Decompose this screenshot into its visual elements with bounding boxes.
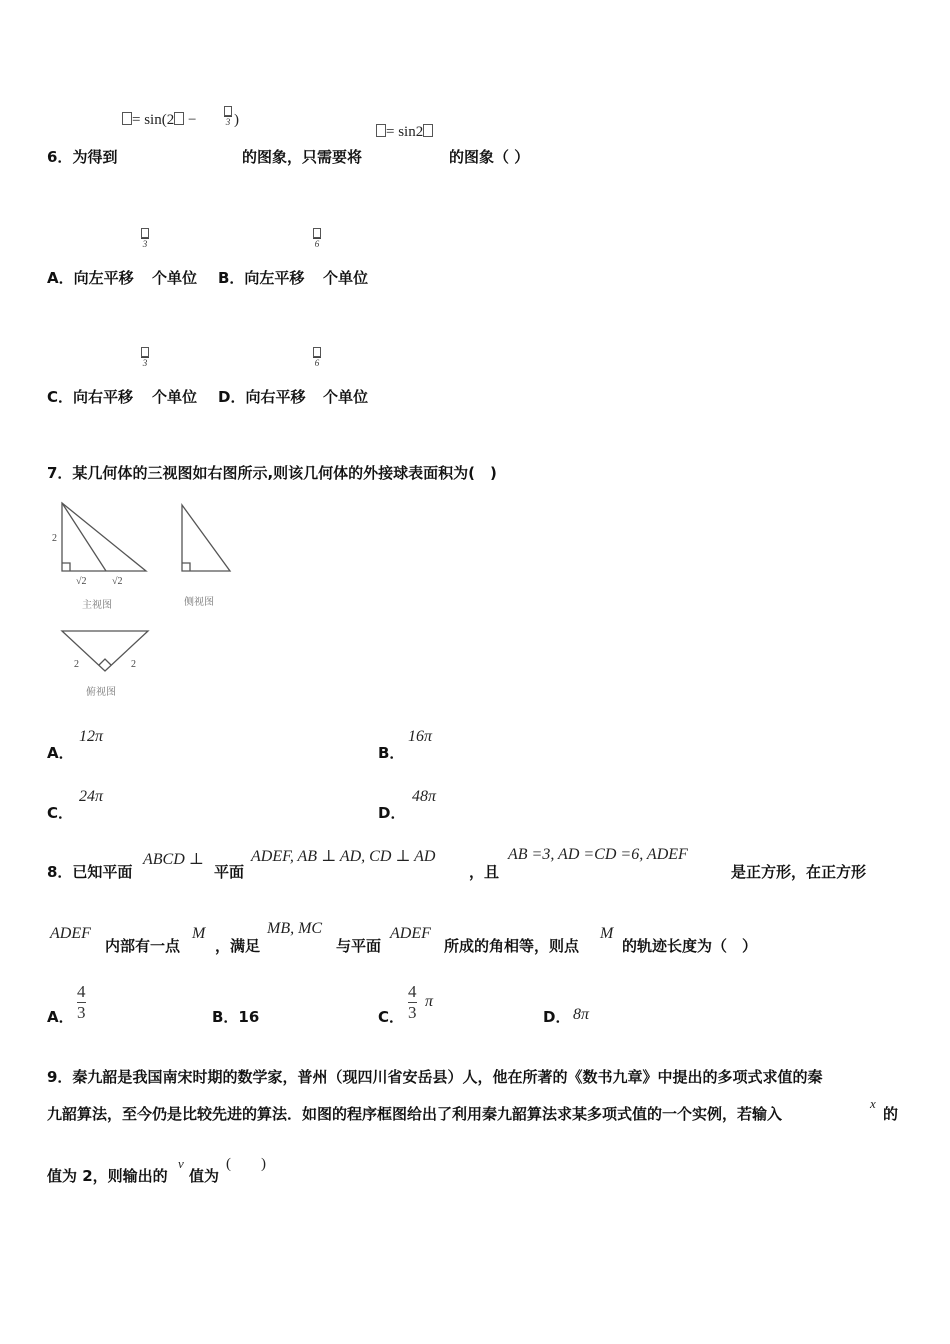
q7-three-view-figure <box>46 495 256 710</box>
q8-option-a[interactable]: A． <box>47 1008 74 1026</box>
q8-stem-part2: 平面 <box>214 863 245 881</box>
q8-option-c-fraction <box>408 982 417 1023</box>
fraction-numerator: 4 <box>77 982 86 1001</box>
front-view-caption: 主视图 <box>82 600 112 611</box>
q7-option-c-value: 24π <box>79 788 104 805</box>
q6-stem-part3: 的图象（ ） <box>449 148 530 166</box>
q8-math5: M <box>192 925 206 942</box>
q6-option-b-unit: 个单位 <box>323 269 369 287</box>
q8-stem-part6: ，满足 <box>215 937 261 955</box>
q8-math8: M <box>600 925 614 942</box>
side-view-caption: 侧视图 <box>184 597 214 608</box>
q9-line3-part2: 值为 <box>189 1167 220 1185</box>
fraction-denominator: 6 <box>314 358 320 368</box>
q8-math6: MB, MC <box>267 920 323 937</box>
placeholder-box <box>224 106 232 116</box>
q7-option-b-value: 16π <box>408 728 433 745</box>
placeholder-box <box>376 124 386 137</box>
q7-option-d[interactable]: D． <box>378 804 406 822</box>
q7-option-a[interactable]: A． <box>47 744 74 762</box>
q6-number: 6． <box>47 148 73 166</box>
q9-var-x: x <box>870 1096 876 1111</box>
placeholder-box <box>313 347 321 357</box>
top-view-caption: 俯视图 <box>86 687 116 698</box>
q6-formula2-text: = sin2 <box>386 124 424 140</box>
q8-option-b[interactable]: B．16 <box>212 1008 260 1026</box>
fraction-denominator: 3 <box>225 117 231 127</box>
q9-line3-part1: 值为 2，则输出的 <box>47 1167 168 1185</box>
fraction-denominator: 6 <box>314 239 320 249</box>
top-view-right-label: 2 <box>131 659 136 670</box>
placeholder-box <box>313 228 321 238</box>
q8-stem-part1: 8．已知平面 <box>47 863 133 881</box>
front-view-base1-label: √2 <box>76 576 87 587</box>
q6-formula-source <box>376 124 433 141</box>
option-label: C．向右平移 <box>47 388 134 406</box>
q8-math1: ABCD ⊥ <box>143 851 204 868</box>
q8-stem-part5: 内部有一点 <box>105 937 181 955</box>
q6-option-a-unit: 个单位 <box>152 269 198 287</box>
q6-formula1-close: ) <box>234 112 239 128</box>
q9-line2: 九韶算法，至今仍是比较先进的算法．如图的程序框图给出了利用秦九韶算法求某多项式值的一个实例，若输入 <box>47 1105 783 1123</box>
q8-option-d[interactable]: D． <box>543 1008 571 1026</box>
q8-math3: AB =3, AD =CD =6, ADEF <box>508 846 688 863</box>
q6-option-d-unit: 个单位 <box>323 388 369 406</box>
q9-var-v: v <box>178 1156 184 1171</box>
placeholder-box <box>141 347 149 357</box>
q6-option-c-unit: 个单位 <box>152 388 198 406</box>
side-view <box>182 505 230 571</box>
q8-math2: ADEF, AB ⊥ AD, CD ⊥ AD <box>251 848 436 865</box>
q6-formula1-fraction <box>224 106 232 127</box>
q7-stem: 7．某几何体的三视图如右图所示,则该几何体的外接球表面积为( ) <box>47 464 497 482</box>
q6-optC-fraction <box>141 347 149 368</box>
option-label: A．向左平移 <box>47 269 134 287</box>
option-label: D．向右平移 <box>218 388 306 406</box>
q9-answer-paren: ( ) <box>226 1156 266 1172</box>
q7-option-a-value: 12π <box>79 728 104 745</box>
fraction-denominator: 3 <box>142 239 148 249</box>
placeholder-box <box>174 112 184 125</box>
q8-stem-part8: 所成的角相等，则点 <box>444 937 580 955</box>
q8-stem-part3: ，且 <box>469 863 500 881</box>
q6-stem <box>47 146 117 167</box>
q6-optA-fraction <box>141 228 149 249</box>
q6-option-d[interactable] <box>218 386 305 407</box>
placeholder-box <box>122 112 132 125</box>
front-view-height-label: 2 <box>52 533 57 544</box>
q7-option-d-value: 48π <box>412 788 437 805</box>
fraction-denominator: 3 <box>142 358 148 368</box>
q8-option-c[interactable]: C． <box>378 1008 405 1026</box>
fraction-numerator: 4 <box>408 982 417 1001</box>
q8-stem-part9: 的轨迹长度为（ ） <box>622 937 758 955</box>
q6-formula-target <box>122 112 196 129</box>
q6-stem-part2: 的图象，只需要将 <box>242 148 363 166</box>
q6-option-a[interactable] <box>47 267 134 288</box>
q6-option-c[interactable] <box>47 386 133 407</box>
option-label: B．向左平移 <box>218 269 305 287</box>
placeholder-box <box>141 228 149 238</box>
q8-math4: ADEF <box>50 925 91 942</box>
q9-line1: 9．秦九韶是我国南宋时期的数学家，普州（现四川省安岳县）人，他在所著的《数书九章》中提出的多项式求值的秦 <box>47 1068 823 1086</box>
q7-option-b[interactable]: B． <box>378 744 405 762</box>
q8-stem-part4: 是正方形，在正方形 <box>731 863 867 881</box>
q6-optB-fraction <box>313 228 321 249</box>
q6-option-b[interactable] <box>218 267 304 288</box>
q6-optD-fraction <box>313 347 321 368</box>
placeholder-box <box>423 124 433 137</box>
q8-math7: ADEF <box>390 925 431 942</box>
fraction-denominator: 3 <box>408 1003 417 1022</box>
q9-line2-end: 的 <box>883 1105 899 1123</box>
q8-stem-part7: 与平面 <box>336 937 382 955</box>
front-view-base2-label: √2 <box>112 576 123 587</box>
q7-option-c[interactable]: C． <box>47 804 74 822</box>
fraction-denominator: 3 <box>77 1003 86 1022</box>
front-view <box>62 503 146 571</box>
q6-formula1-text: = sin(2 <box>132 112 175 128</box>
q8-option-a-fraction <box>77 982 86 1023</box>
minus-sign: − <box>184 112 197 128</box>
top-view-left-label: 2 <box>74 659 79 670</box>
q8-option-c-pi: π <box>425 993 434 1010</box>
q8-option-d-value: 8π <box>573 1006 590 1023</box>
q6-stem-part1: 为得到 <box>72 148 118 166</box>
